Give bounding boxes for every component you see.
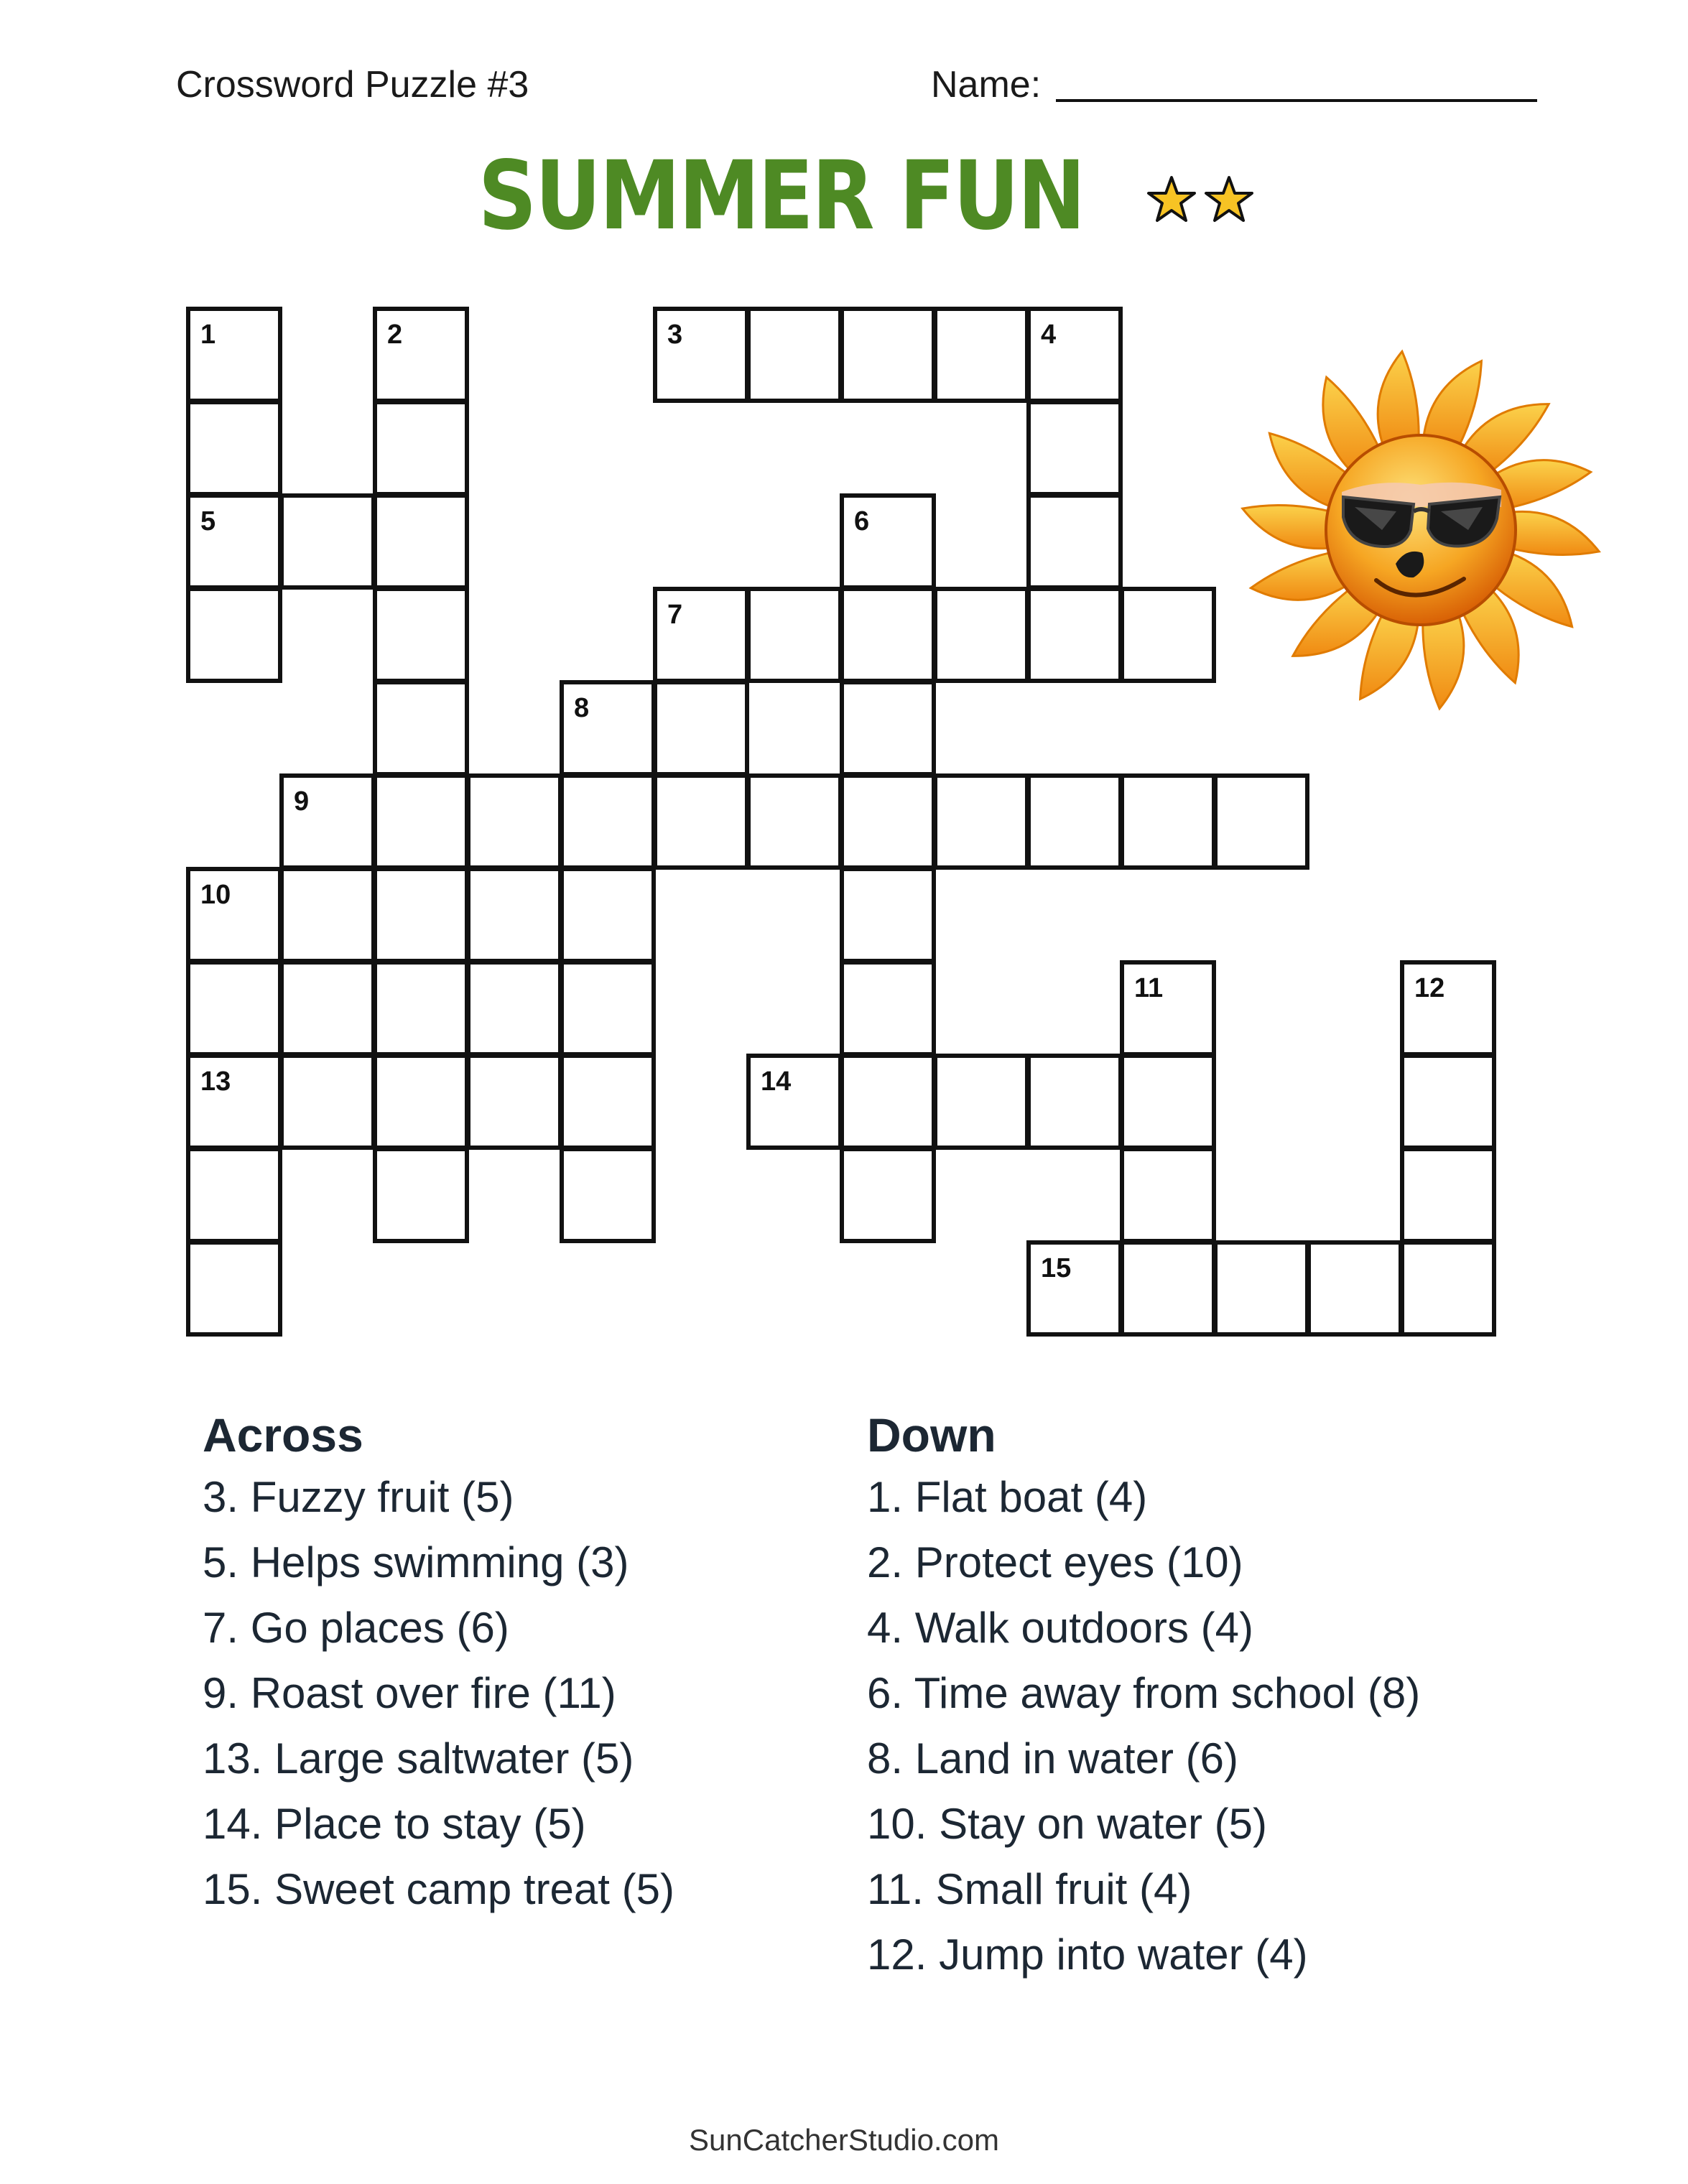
- grid-cell[interactable]: [560, 680, 656, 776]
- clue-number: 5: [200, 506, 216, 536]
- star-icons: [1144, 172, 1259, 229]
- grid-cell[interactable]: [1026, 1054, 1123, 1150]
- grid-cell[interactable]: [1026, 493, 1123, 590]
- clue-number: 1: [200, 320, 216, 350]
- clue-number: 9: [294, 786, 310, 817]
- down-clue: 1. Flat boat (4): [867, 1473, 1148, 1521]
- grid-cell[interactable]: [840, 587, 936, 683]
- title-block: [0, 141, 1688, 251]
- grid-cell[interactable]: [840, 1054, 936, 1150]
- grid-cell[interactable]: [373, 1147, 469, 1243]
- grid-cell[interactable]: [653, 773, 749, 870]
- down-clue: 8. Land in water (6): [867, 1734, 1238, 1783]
- page-title: SUMMER FUN: [478, 141, 1085, 251]
- grid-cell[interactable]: [279, 493, 376, 590]
- grid-cell[interactable]: [1400, 960, 1496, 1056]
- star-icon: [1149, 177, 1195, 220]
- across-clue: 15. Sweet camp treat (5): [203, 1865, 674, 1913]
- across-heading: Across: [203, 1408, 363, 1462]
- grid-cell[interactable]: [1120, 1240, 1216, 1337]
- sun-ray: [1243, 506, 1337, 549]
- across-clues: [203, 1408, 674, 1927]
- clue-number: 7: [667, 600, 683, 630]
- grid-cell[interactable]: [840, 960, 936, 1056]
- grid-cell[interactable]: [466, 867, 562, 963]
- grid-cell[interactable]: [1120, 773, 1216, 870]
- grid-cell[interactable]: [186, 1054, 282, 1150]
- grid-cell[interactable]: [560, 960, 656, 1056]
- puzzle-label: Crossword Puzzle #3: [176, 64, 529, 106]
- grid-cell[interactable]: [373, 680, 469, 776]
- clue-number: 4: [1041, 320, 1057, 350]
- clue-number: 15: [1041, 1253, 1072, 1283]
- grid-cell[interactable]: [373, 400, 469, 496]
- grid-cell[interactable]: [746, 773, 843, 870]
- grid-cell[interactable]: [560, 1147, 656, 1243]
- grid-cell[interactable]: [1026, 773, 1123, 870]
- grid-cell[interactable]: [186, 493, 282, 590]
- grid-cell[interactable]: [840, 773, 936, 870]
- grid-cell[interactable]: [279, 867, 376, 963]
- grid-cell[interactable]: [373, 587, 469, 683]
- down-clues: [867, 1408, 1420, 1992]
- clue-number: 8: [574, 693, 590, 723]
- grid-cell[interactable]: [279, 960, 376, 1056]
- clue-number: 11: [1134, 973, 1164, 1003]
- grid-cell[interactable]: [186, 960, 282, 1056]
- footer-site: SunCatcherStudio.com: [689, 2123, 999, 2157]
- grid-cell[interactable]: [840, 307, 936, 403]
- down-heading: Down: [867, 1408, 996, 1462]
- grid-cell[interactable]: [746, 307, 843, 403]
- grid-cell[interactable]: [373, 960, 469, 1056]
- grid-cell[interactable]: [279, 1054, 376, 1150]
- grid-cell[interactable]: [653, 587, 749, 683]
- grid-cell[interactable]: [560, 867, 656, 963]
- grid-cell[interactable]: [840, 493, 936, 590]
- grid-cell[interactable]: [840, 1147, 936, 1243]
- grid-cell[interactable]: [1026, 1240, 1123, 1337]
- grid-cell[interactable]: [1400, 1240, 1496, 1337]
- grid-cell[interactable]: [1026, 587, 1123, 683]
- down-clue: 12. Jump into water (4): [867, 1930, 1308, 1979]
- grid-cell[interactable]: [186, 867, 282, 963]
- grid-cell[interactable]: [1400, 1054, 1496, 1150]
- grid-cell[interactable]: [1120, 587, 1216, 683]
- grid-cell[interactable]: [560, 1054, 656, 1150]
- grid-cell[interactable]: [1307, 1240, 1403, 1337]
- grid-cell[interactable]: [186, 307, 282, 403]
- grid-cell[interactable]: [746, 587, 843, 683]
- grid-cell[interactable]: [466, 960, 562, 1056]
- clue-number: 14: [761, 1067, 792, 1097]
- down-clue: 10. Stay on water (5): [867, 1800, 1267, 1848]
- grid-cell[interactable]: [746, 1054, 843, 1150]
- clue-number: 12: [1414, 973, 1445, 1003]
- grid-cell[interactable]: [560, 773, 656, 870]
- grid-cell[interactable]: [186, 1147, 282, 1243]
- down-clue: 6. Time away from school (8): [867, 1669, 1421, 1717]
- grid-cell[interactable]: [840, 680, 936, 776]
- across-clue: 5. Helps swimming (3): [203, 1538, 629, 1586]
- grid-cell[interactable]: [186, 587, 282, 683]
- across-clue: 14. Place to stay (5): [203, 1800, 586, 1848]
- name-input-line[interactable]: [1056, 99, 1537, 102]
- grid-cell[interactable]: [1120, 1147, 1216, 1243]
- grid-cell[interactable]: [653, 680, 749, 776]
- clue-number: 13: [200, 1067, 231, 1097]
- clue-number: 10: [200, 880, 231, 910]
- sun-with-sunglasses-icon: [1234, 338, 1608, 711]
- name-label: Name:: [931, 64, 1042, 106]
- grid-cell[interactable]: [186, 1240, 282, 1337]
- grid-cell[interactable]: [373, 773, 469, 870]
- grid-cell[interactable]: [373, 867, 469, 963]
- grid-cell[interactable]: [933, 307, 1029, 403]
- grid-cell[interactable]: [279, 773, 376, 870]
- grid-cell[interactable]: [373, 493, 469, 590]
- grid-cell[interactable]: [1213, 773, 1309, 870]
- grid-cell[interactable]: [466, 773, 562, 870]
- grid-cell[interactable]: [1026, 307, 1123, 403]
- grid-cell[interactable]: [1026, 400, 1123, 496]
- grid-cell[interactable]: [466, 1054, 562, 1150]
- grid-cell[interactable]: [933, 1054, 1029, 1150]
- grid-cell[interactable]: [1120, 960, 1216, 1056]
- grid-cell[interactable]: [933, 587, 1029, 683]
- grid-cell[interactable]: [933, 773, 1029, 870]
- grid-cell[interactable]: [1120, 1054, 1216, 1150]
- across-clue: 7. Go places (6): [203, 1604, 509, 1652]
- clue-number: 6: [854, 506, 870, 536]
- star-icon: [1206, 177, 1252, 220]
- grid-cell[interactable]: [373, 1054, 469, 1150]
- clue-number: 2: [387, 320, 403, 350]
- grid-cell[interactable]: [1213, 1240, 1309, 1337]
- grid-cell[interactable]: [840, 867, 936, 963]
- grid-cell[interactable]: [1400, 1147, 1496, 1243]
- down-clue: 11. Small fruit (4): [867, 1865, 1192, 1913]
- down-clue: 2. Protect eyes (10): [867, 1538, 1243, 1586]
- across-clue: 3. Fuzzy fruit (5): [203, 1473, 514, 1521]
- grid-cell[interactable]: [653, 307, 749, 403]
- grid-cell[interactable]: [373, 307, 469, 403]
- across-clue: 13. Large saltwater (5): [203, 1734, 634, 1783]
- grid-cell[interactable]: [186, 400, 282, 496]
- clue-number: 3: [667, 320, 683, 350]
- sun-ray: [1506, 511, 1600, 554]
- down-clue: 4. Walk outdoors (4): [867, 1604, 1253, 1652]
- across-clue: 9. Roast over fire (11): [203, 1669, 616, 1717]
